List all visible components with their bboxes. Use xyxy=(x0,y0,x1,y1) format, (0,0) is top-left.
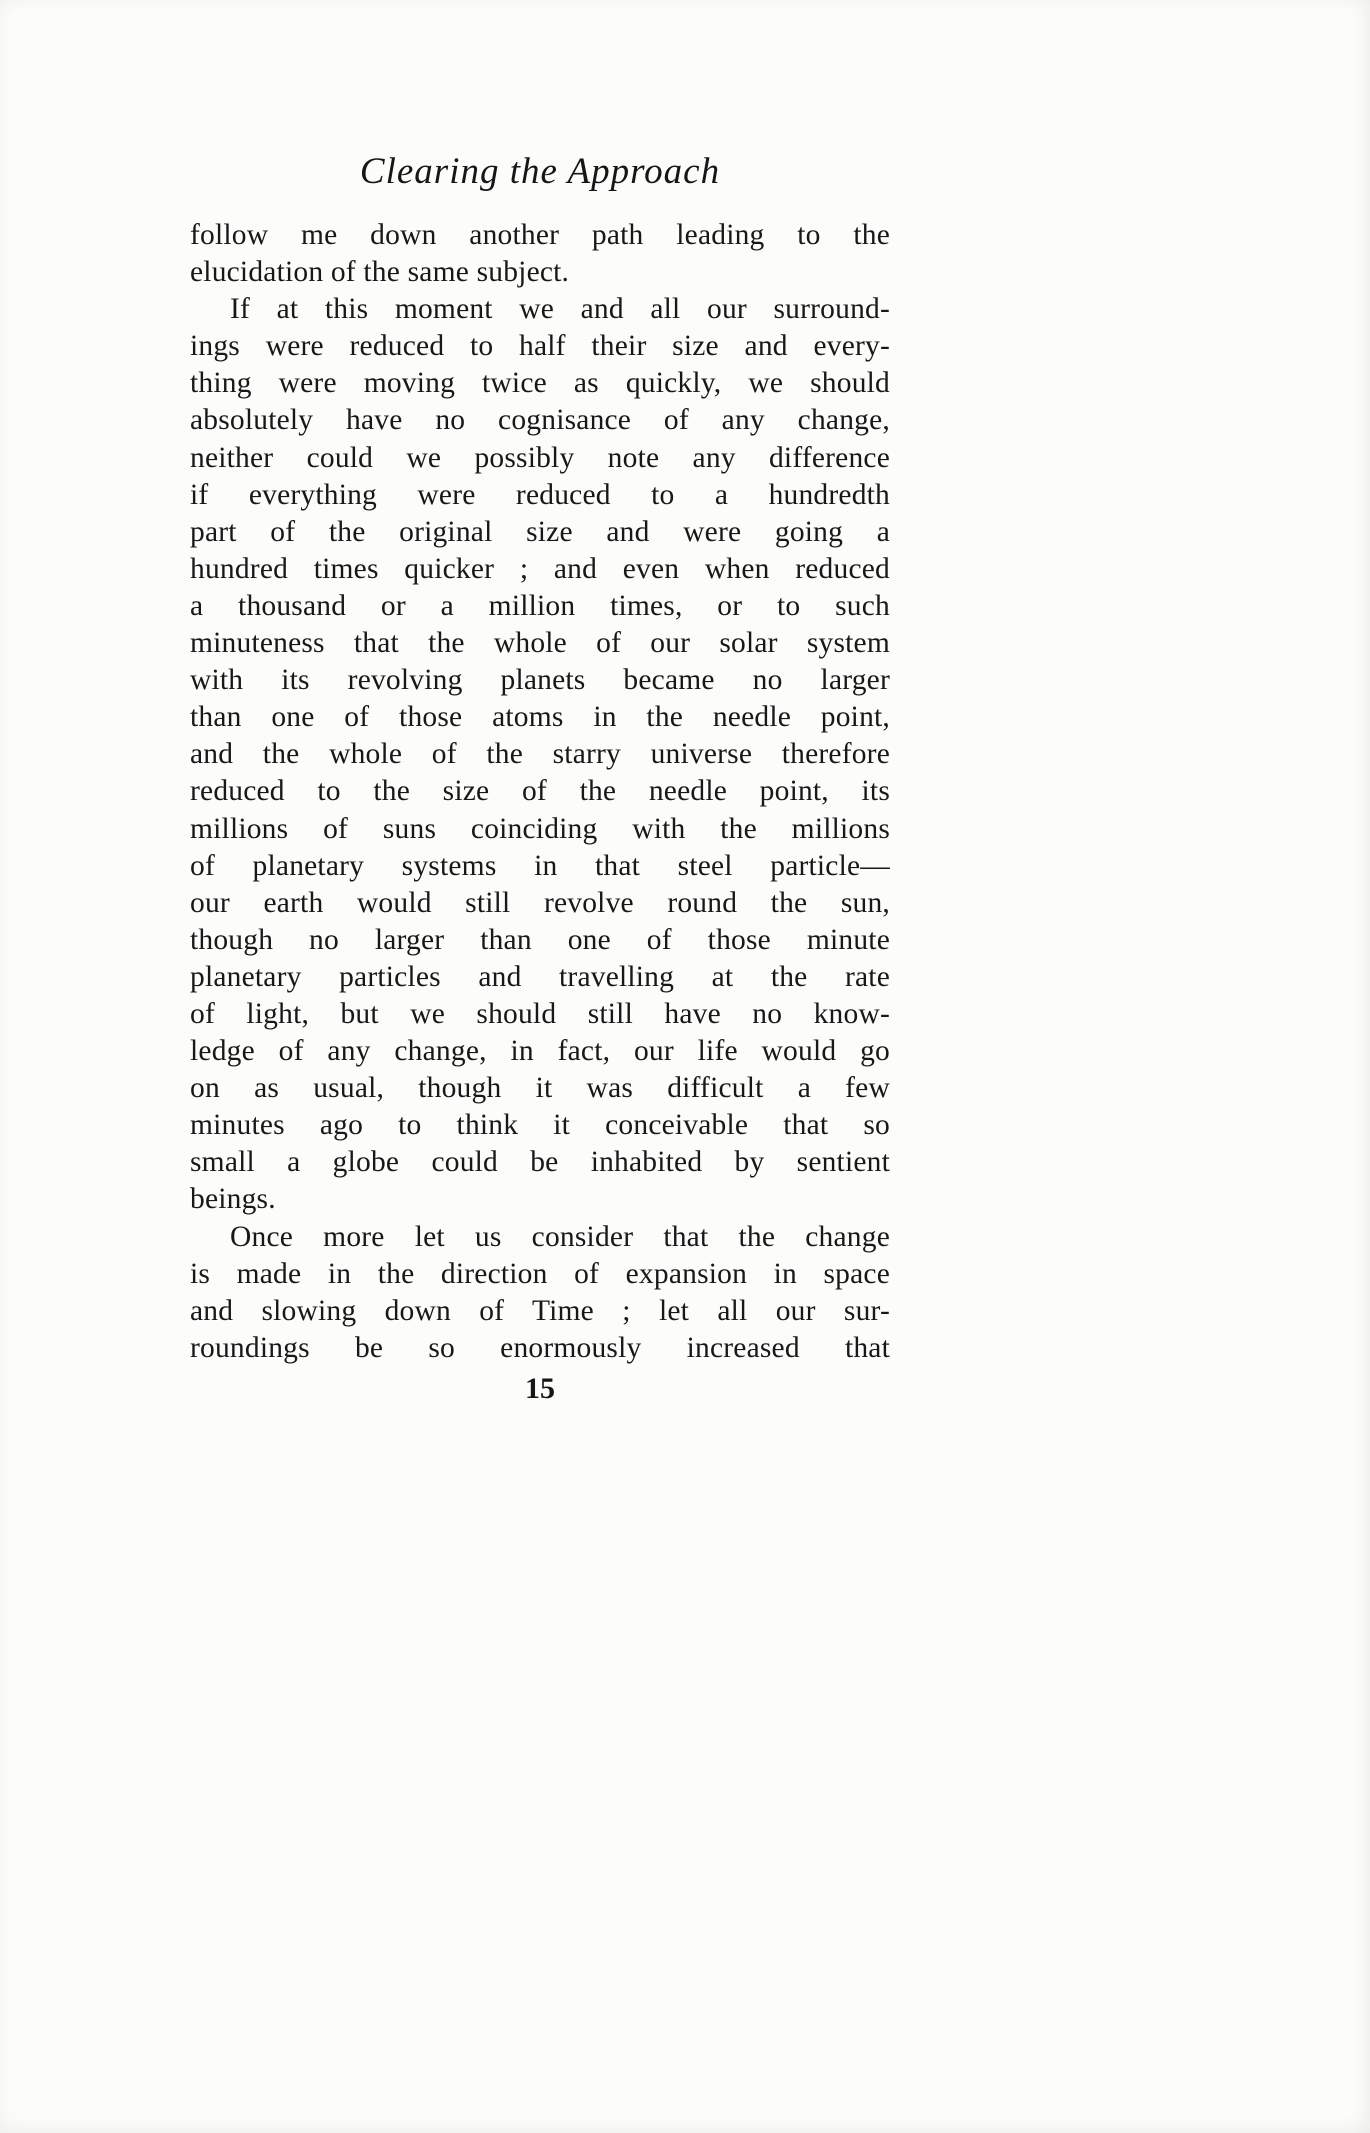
text-line: and slowing down of Time ; let all our sur- xyxy=(190,1294,890,1327)
page-heading: Clearing the Approach xyxy=(359,151,721,192)
text-line: small a globe could be inhabited by sentient xyxy=(190,1146,890,1179)
paragraph xyxy=(190,1219,890,1367)
text-line: hundred times quicker ; and even when reduced xyxy=(190,552,890,585)
text-line: roundings be so enormously increased that xyxy=(190,1331,890,1364)
text-line: part of the original size and were going a xyxy=(190,515,890,548)
text-line: with its revolving planets became no larger xyxy=(190,664,890,697)
text-line: ledge of any change, in fact, our life would go xyxy=(190,1035,890,1068)
text-line: neither could we possibly note any difference xyxy=(190,441,890,474)
text-line: reduced to the size of the needle point, its xyxy=(190,775,890,808)
text-line: planetary particles and travelling at the rate xyxy=(190,960,890,993)
text-line: of planetary systems in that steel particle— xyxy=(190,849,890,882)
text-line: If at this moment we and all our surround- xyxy=(230,293,890,326)
text-line: minutes ago to think it conceivable that so xyxy=(190,1109,890,1142)
text-line: beings. xyxy=(190,1183,276,1216)
text-line: and the whole of the starry universe therefore xyxy=(190,738,890,771)
text-line: absolutely have no cognisance of any change, xyxy=(190,404,890,437)
text-line: our earth would still revolve round the sun, xyxy=(190,886,890,919)
body-text xyxy=(190,217,890,1367)
text-line: of light, but we should still have no know- xyxy=(190,997,890,1030)
text-line: thing were moving twice as quickly, we should xyxy=(190,367,890,400)
paragraph xyxy=(190,217,890,291)
text-line: millions of suns coinciding with the millions xyxy=(190,812,890,845)
text-line: follow me down another path leading to the xyxy=(190,219,890,251)
text-line: elucidation of the same subject. xyxy=(190,256,570,289)
text-line: on as usual, though it was difficult a few xyxy=(190,1072,890,1105)
text-line: Once more let us consider that the change xyxy=(230,1220,890,1253)
text-line: ings were reduced to half their size and every- xyxy=(190,330,890,363)
text-line: though no larger than one of those minute xyxy=(190,923,890,956)
page-number: 15 xyxy=(525,1372,555,1405)
text-line: a thousand or a million times, or to such xyxy=(190,589,890,622)
paragraph xyxy=(190,291,890,1218)
text-line: minuteness that the whole of our solar system xyxy=(190,627,890,660)
text-line: is made in the direction of expansion in space xyxy=(190,1257,890,1290)
text-line: than one of those atoms in the needle point, xyxy=(190,701,890,734)
text-line: if everything were reduced to a hundredth xyxy=(190,478,890,511)
